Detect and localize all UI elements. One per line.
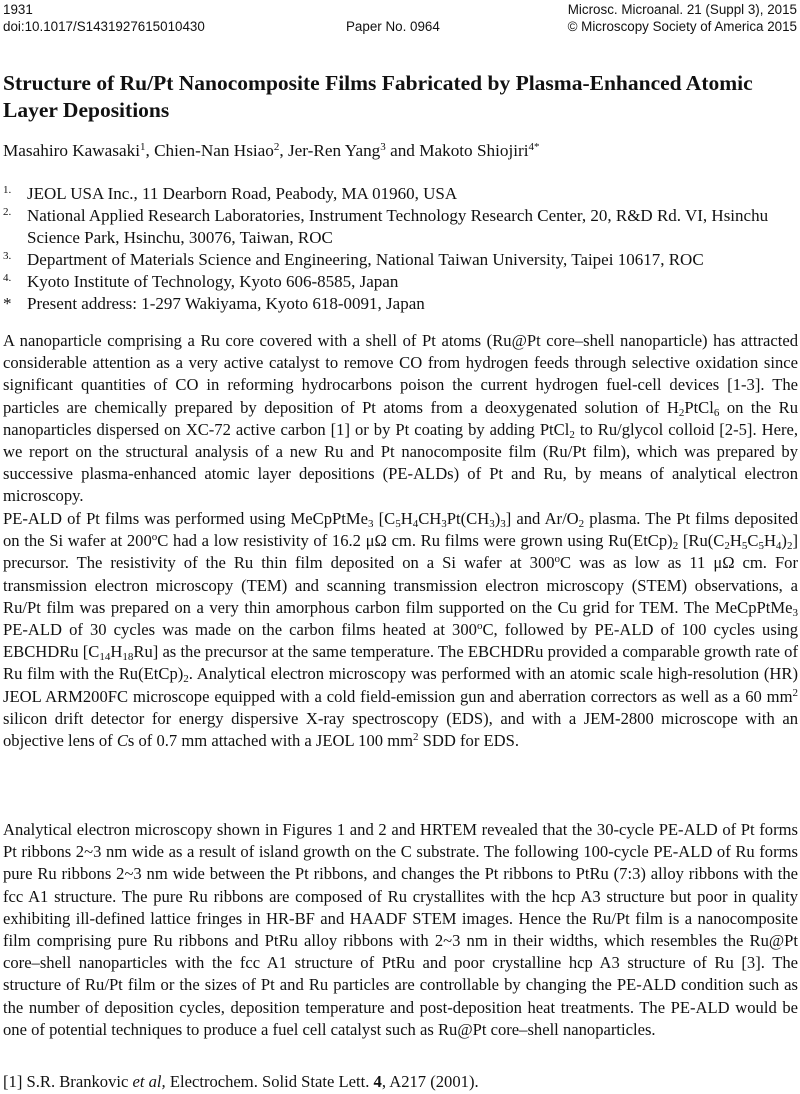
affiliation: $^{1.}$ JEOL USA Inc., 11 Dearborn Road, Peabody, MA 01960, USA xyxy=(3,184,458,203)
author: Makoto Shiojiri$^{4*}$ xyxy=(419,141,540,160)
author-list: Masahiro Kawasaki$^1$, Chien-Nan Hsiao$^2$, Jer-Ren Yang$^3$ and Makoto Shiojiri$^{4*}$ xyxy=(3,141,540,160)
author: Chien-Nan Hsiao$^2$ xyxy=(154,141,280,160)
paper-title: Structure of Ru/Pt Nanocomposite Films Fabricated by Plasma-Enhanced Atomic Layer Depositions xyxy=(3,71,753,122)
paper-number: Paper No. 0964 xyxy=(346,19,440,34)
author: Masahiro Kawasaki$^1$ xyxy=(3,141,146,160)
paragraph-methods: PE-ALD of Pt films was performed using MeCpPtMe$_3$ $[C_5H_4CH_3Pt(CH_3)_3]$ and $Ar/O_2$ plasma. The Pt films deposited on the Si wafer at 200$^o$C had a low resistivity of 16.2 μΩ cm. Ru films were grown using $Ru(EtCp)_2$ $[Ru(C_2H_5C_5H_4)_2]$ precursor. The resistivity of the Ru thin film deposited on a Si wafer at 300$^o$C was as low as 11 μΩ cm. For transmission electron microscopy (TEM) and scanning transmission electron microscopy (STEM) observations, a Ru/Pt film was prepared on a very thin amorphous carbon film supported on the Cu grid for TEM. The MeCpPtMe$_3$ PE-ALD of 30 cycles was made on the carbon films heated at 300$^o$C, followed by PE-ALD of 100 cycles using EBCHDRu $[C_{14}H_{18}Ru]$ as the precursor at the same temperature. The EBCHDRu provided a comparable growth rate of Ru film with the $Ru(EtCp)_2$. Analytical electron microscopy was performed with an atomic scale high-resolution (HR) JEOL ARM200FC microscope equipped with a cold field-emission gun and aberration correctors as well as a 60 $mm^2$ silicon drift detector for energy dispersive X-ray spectroscopy (EDS), and with a JEM-2800 microscope with an objective lens of Cs of 0.7 mm attached with a JEOL 100 $mm^2$ SDD for EDS. xyxy=(3,509,799,751)
journal-citation: Microsc. Microanal. 21 (Suppl 3), 2015 xyxy=(567,2,797,17)
paragraph-introduction: A nanoparticle comprising a Ru core covered with a shell of Pt atoms (Ru@Pt core–shell nanoparticle) has attracted considerable attention as a very active catalyst to remove CO from hydrogen feeds through selective oxidation since significant quantities of CO in reforming hydrocarbons poison the current hydrogen fuel-cell devices [1-3]. The particles are chemically prepared by deposition of Pt atoms from a deoxygenated solution of $H_2PtCl_6$ on the Ru nanoparticles dispersed on XC-72 active carbon [1] or by Pt coating by adding PtCl$_2$ to Ru/glycol colloid [2-5]. Here, we report on the structural analysis of a new Ru and Pt nanocomposite film (Ru/Pt film), which was prepared by successive plasma-enhanced atomic layer depositions (PE-ALDs) of Pt and Ru, by means of analytical electron microscopy. xyxy=(3,331,798,506)
affiliation: $^{2.}$ National Applied Research Laboratories, Instrument Technology Research Center, 20, R&D Rd. VI, Hsinchu Science Park, Hsinchu, 30076, Taiwan, ROC xyxy=(3,206,769,247)
affiliation: $^{3.}$ Department of Materials Science and Engineering, National Taiwan University, Taipei 10617, ROC xyxy=(3,250,704,269)
doi[interactable]: doi:10.1017/S1431927615010430 xyxy=(3,19,205,34)
page-number: 1931 xyxy=(3,2,33,17)
paragraph-results: Analytical electron microscopy shown in Figures 1 and 2 and HRTEM revealed that the 30-cycle PE-ALD of Pt forms Pt ribbons 2~3 nm wide as a result of island growth on the C substrate. The following 100-cycle PE-ALD of Ru forms pure Ru ribbons 2~3 nm wide between the Pt ribbons, and changes the Pt ribbons to PtRu (7:3) alloy ribbons with the fcc A1 structure. The pure Ru ribbons are composed of Ru crystallites with the hcp A3 structure but poor in quality exhibiting ill-defined lattice fringes in HR-BF and HAADF STEM images. Hence the Ru/Pt film is a nanocomposite film comprising pure Ru ribbons and PtRu alloy ribbons with 2~3 nm in their widths, which resembles the Ru@Pt core–shell nanoparticles with the fcc A1 structure of PtRu and poor crystalline hcp A3 structure of Ru [3]. The structure of Ru/Pt film or the sizes of Pt and Ru particles are controllable by changing the PE-ALD condition such as the number of deposition cycles, deposition temperature and post-deposition heat treatments. The PE-ALD would be one of potential techniques to produce a fuel cell catalyst such as Ru@Pt core–shell nanoparticles. xyxy=(3,820,798,1039)
author: Jer-Ren Yang$^3$ xyxy=(287,141,386,160)
affiliation-present-address: * Present address: 1-297 Wakiyama, Kyoto 618-0091, Japan xyxy=(3,294,425,313)
affiliation-list xyxy=(3,183,798,315)
copyright: © Microscopy Society of America 2015 xyxy=(567,19,797,34)
affiliation: $^{4.}$ Kyoto Institute of Technology, Kyoto 606-8585, Japan xyxy=(3,272,399,291)
reference-item: [1] S.R. Brankovic et al, Electrochem. Solid State Lett. 4, A217 (2001). xyxy=(3,1072,479,1091)
